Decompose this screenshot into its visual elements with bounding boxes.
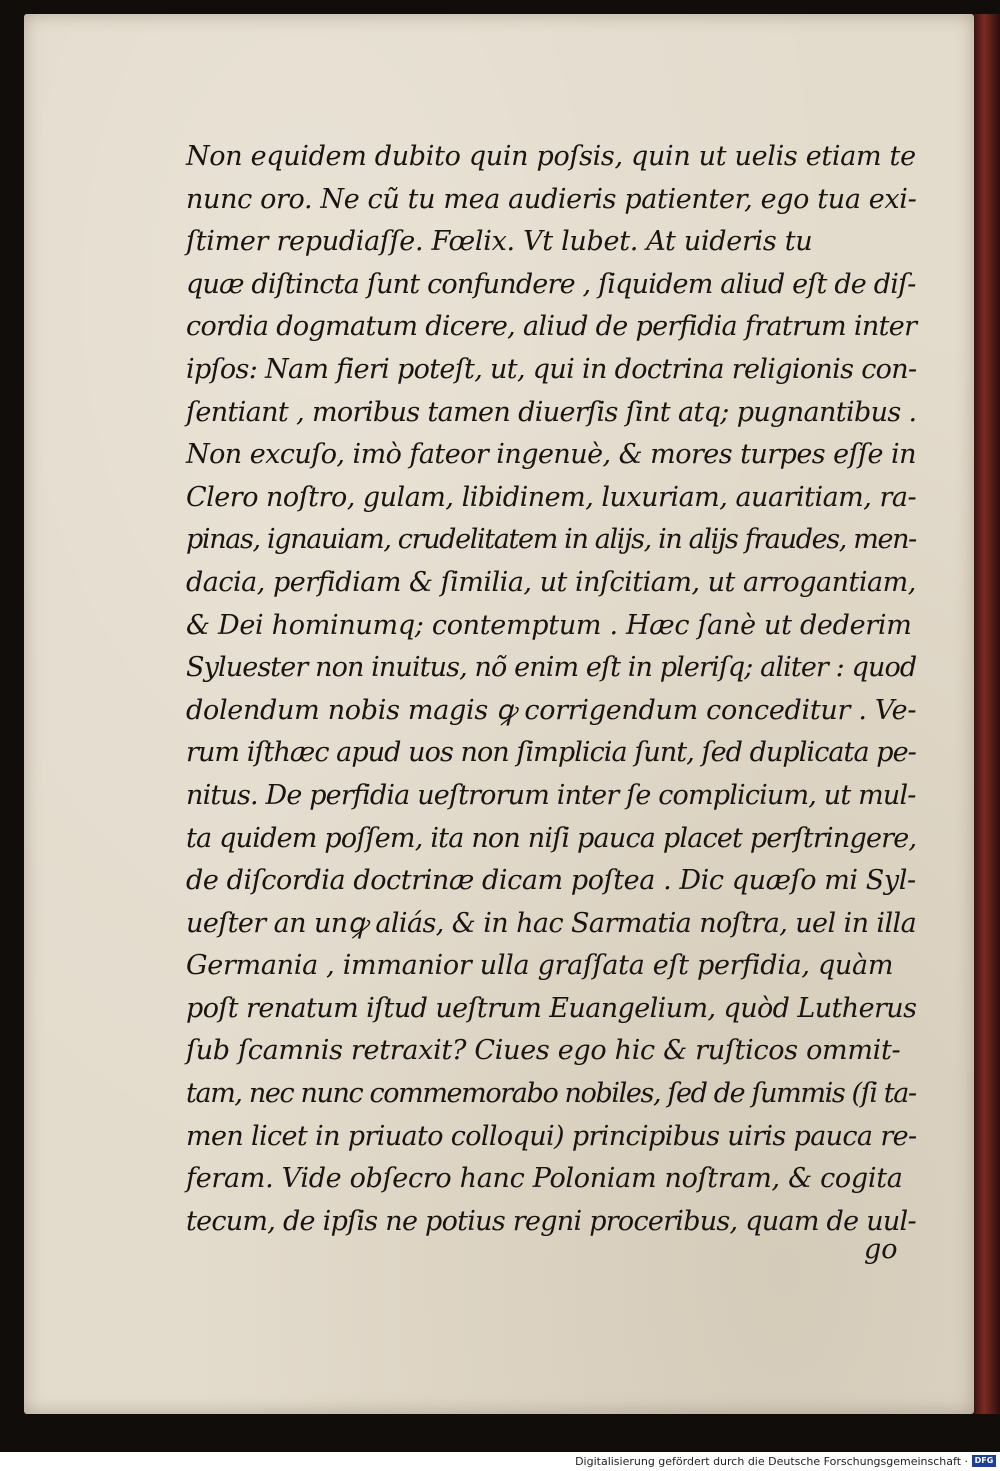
text-line: ſtimer repudiaſſe. Fœlix. Vt lubet. At uideris tu <box>186 226 813 258</box>
text-line: ſentiant , moribus tamen diuerſis ſint atq; pugnantibus . <box>186 396 917 428</box>
text-line: nitus. De perfidia ueſtrorum inter ſe complicium, ut mul- <box>186 779 916 811</box>
text-line: quæ diſtincta ſunt confundere , ſiquidem aliud eſt de diſ- <box>186 268 916 300</box>
text-line: pinas, ignauiam, crudelitatem in alijs, in alijs fraudes, men- <box>186 524 916 556</box>
text-line: tecum, de ipſis ne potius regni proceribus, quam de uul- <box>186 1205 916 1237</box>
text-line: feram. Vide obſecro hanc Poloniam noſtram, & cogita <box>186 1163 903 1195</box>
text-line: Clero noſtro, gulam, libidinem, luxuriam, auaritiam, ra- <box>186 481 917 513</box>
text-line: Non equidem dubito quin poſsis, quin ut uelis etiam te <box>186 141 916 172</box>
text-line: ueſter an unꝙ aliás, & in hac Sarmatia noſtra, uel in illa <box>186 907 917 939</box>
text-line: nunc oro. Ne cũ tu mea audieris patienter, ego tua exi- <box>186 183 917 215</box>
text-line: poſt renatum iſtud ueſtrum Euangelium, quòd Lutherus <box>186 992 917 1024</box>
text-line: rum iſthæc apud uos non ſimplicia ſunt, ſed duplicata pe- <box>186 737 916 769</box>
text-line: dolendum nobis magis ꝙ corrigendum conceditur . Ve- <box>186 694 917 726</box>
funding-credit: Digitalisierung gefördert durch die Deutsche Forschungsgemeinschaft · <box>575 1455 968 1468</box>
text-line: Syluester non inuitus, nõ enim eſt in pleriſq; aliter : quod <box>186 652 917 684</box>
text-line: ta quidem poſſem, ita non niſi pauca placet perſtringere, <box>186 822 917 854</box>
catchword: go <box>864 1234 898 1265</box>
book-binding-edge <box>974 14 1000 1414</box>
text-line: de diſcordia doctrinæ dicam poſtea . Dic quæſo mi Syl- <box>186 865 916 897</box>
text-line: tam, nec nunc commemorabo nobiles, ſed de ſummis (ſi ta- <box>186 1078 916 1110</box>
dfg-logo-icon: DFG <box>972 1455 996 1467</box>
text-line: men licet in priuato colloqui) principibus uiris pauca re- <box>186 1120 917 1152</box>
text-line: Non excuſo, imò fateor ingenuè, & mores turpes eſſe in <box>186 439 916 471</box>
text-line: ſub ſcamnis retraxit? Ciues ego hic & ruſticos ommit- <box>186 1035 901 1067</box>
text-line: cordia dogmatum dicere, aliud de perfidia fratrum inter <box>186 311 917 343</box>
text-line: Germania , immanior ulla graſſata eſt perfidia, quàm <box>186 950 894 982</box>
page-text-block <box>186 136 916 1243</box>
text-line: & Dei hominumq; contemptum . Hæc ſanè ut dederim <box>186 609 912 641</box>
text-line: ipſos: Nam fieri poteſt, ut, qui in doctrina religionis con- <box>186 353 917 385</box>
text-line: dacia, perfidiam & ſimilia, ut inſcitiam, ut arrogantiam, <box>186 566 916 598</box>
